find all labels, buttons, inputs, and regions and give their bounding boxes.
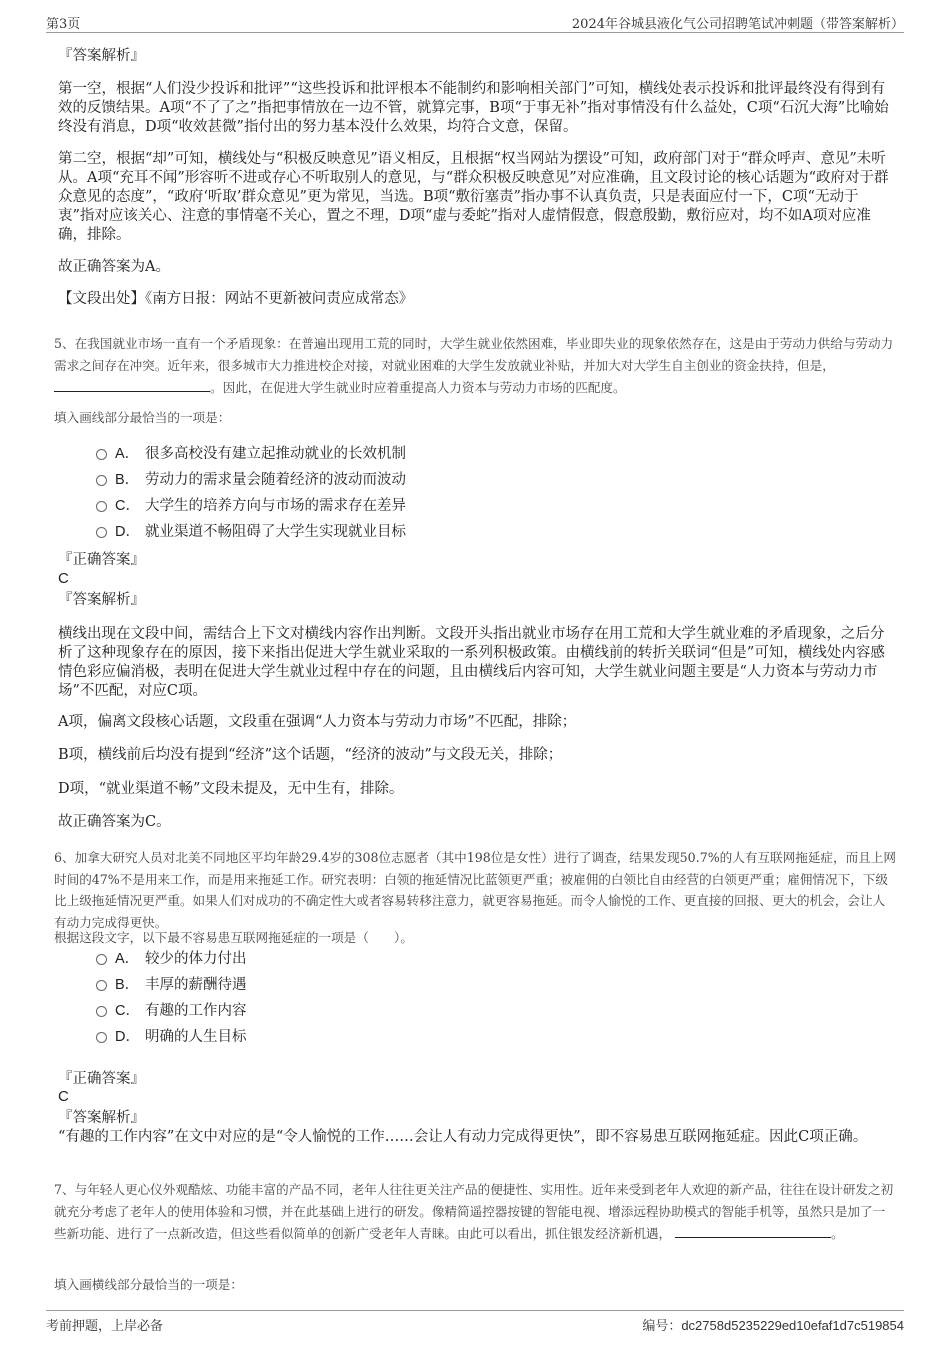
radio-icon[interactable]	[96, 980, 107, 991]
page-header	[46, 10, 904, 33]
q5-analysis-para3: B项，横线前后均没有提到“经济”这个话题，“经济的波动”与文段无关，排除；	[58, 747, 563, 763]
q7-blank	[675, 1224, 831, 1238]
q6-analysis-label: 『答案解析』	[58, 1110, 145, 1126]
q5-answer-label: 『正确答案』	[58, 552, 145, 568]
document-title: 2024年谷城县液化气公司招聘笔试冲刺题（带答案解析）	[571, 17, 904, 32]
q5-option-d[interactable]	[96, 521, 406, 543]
radio-icon[interactable]	[96, 475, 107, 486]
q5-blank	[54, 378, 210, 392]
q5-instruction: 填入画线部分最恰当的一项是：	[54, 410, 231, 425]
q7-stem-text: 7、与年轻人更心仪外观酷炫、功能丰富的产品不同，老年人往往更关注产品的便捷性、实用性。近年来受到老年人欢迎的新产品，往往在设计研发之初就充分考虑了老年人的使用体验和习惯，并在此基础上进行的研发。像精简遥控器按键的智能电视、增添远程协助模式的智能手机等，虽然只是加了一些新功能、进行了一点新改造，但这些看似简单的创新广受老年人青睐。由此可以看出，抓住银发经济新机遇，	[54, 1182, 894, 1241]
q6-stem: 6、加拿大研究人员对北美不同地区平均年龄29.4岁的308位志愿者（其中198位是女性）进行了调查，结果发现50.7%的人有互联网拖延症，而且上网时间的47%不是用来工作，而是用来拖延工作。研究表明：白领的拖延情况比蓝领更严重；被雇佣的白领比自由经营的白领更严重；雇佣情况下，下级比上级拖延情况更严重。如果人们对成功的不确定性大或者容易转移注意力，就更容易拖延。而令人愉悦的工作、更直接的回报、更大的机会，会让人有动力完成得更快。	[54, 850, 896, 931]
option-letter: C．	[115, 1003, 140, 1019]
q6-option-b[interactable]	[96, 974, 247, 996]
code-value: dc2758d5235229ed10efaf1d7c519854	[681, 1318, 904, 1333]
document-code	[642, 1315, 904, 1334]
radio-icon[interactable]	[96, 501, 107, 512]
radio-icon[interactable]	[96, 1006, 107, 1017]
option-text: 较少的体力付出	[145, 951, 247, 967]
q6-answer-label: 『正确答案』	[58, 1071, 145, 1087]
option-letter: D．	[115, 1029, 140, 1045]
option-letter: D．	[115, 524, 140, 540]
q5-option-b[interactable]	[96, 469, 406, 491]
q7-instruction: 填入画横线部分最恰当的一项是：	[54, 1277, 243, 1292]
q5-stem	[54, 333, 896, 399]
option-letter: A．	[115, 951, 140, 967]
q5-option-a[interactable]	[96, 443, 406, 465]
page-number: 第3页	[46, 17, 81, 32]
q5-analysis-para2: A项，偏离文段核心话题，文段重在强调“人力资本与劳动力市场”不匹配，排除；	[58, 714, 577, 730]
q7-stem	[54, 1179, 896, 1245]
q5-stem-part1: 5、在我国就业市场一直有一个矛盾现象：在普遍出现用工荒的同时，大学生就业依然困难，毕业即失业的现象依然存在，这是由于劳动力供给与劳动力需求之间存在冲突。近年来，很多城市大力推进校企对接，对就业困难的大学生发放就业补贴，并加大对大学生自主创业的资金扶持，但是，	[54, 336, 894, 373]
q5-analysis-label: 『答案解析』	[58, 592, 145, 608]
radio-icon[interactable]	[96, 449, 107, 460]
radio-icon[interactable]	[96, 527, 107, 538]
q6-option-a[interactable]	[96, 948, 247, 970]
code-label: 编号：	[642, 1319, 682, 1334]
option-text: 很多高校没有建立起推动就业的长效机制	[145, 446, 406, 462]
q4-conclusion: 故正确答案为A。	[58, 259, 170, 275]
q6-option-d[interactable]	[96, 1026, 247, 1048]
q5-stem-part2: 。因此，在促进大学生就业时应着重提高人力资本与劳动力市场的匹配度。	[210, 380, 626, 395]
option-text: 明确的人生目标	[145, 1029, 247, 1045]
option-letter: A．	[115, 446, 140, 462]
q5-analysis-para4: D项，“就业渠道不畅”文段未提及，无中生有，排除。	[58, 781, 404, 797]
option-text: 丰厚的薪酬待遇	[145, 977, 247, 993]
footer-slogan: 考前押题，上岸必备	[46, 1319, 164, 1334]
q4-source: 【文段出处】《南方日报：网站不更新被问责应成常态》	[58, 291, 414, 307]
q5-answer: C	[58, 570, 69, 587]
option-letter: B．	[115, 472, 140, 488]
option-letter: B．	[115, 977, 140, 993]
option-text: 劳动力的需求量会随着经济的波动而波动	[145, 472, 406, 488]
option-text: 有趣的工作内容	[145, 1003, 247, 1019]
option-text: 就业渠道不畅阻碍了大学生实现就业目标	[145, 524, 406, 540]
radio-icon[interactable]	[96, 954, 107, 965]
q4-analysis-para2: 第二空，根据“却”可知，横线处与“积极反映意见”语义相反，且根据“权当网站为摆设”可知，政府部门对于“群众呼声、意见”未听从。A项“充耳不闻”形容听不进或存心不听取别人的意见，与“群众积极反映意见”对应准确，且文段讨论的核心话题为“政府对于群众意见的态度”，“政府‘听取’群众意见”更为常见，当选。B项“敷衍塞责”指办事不认真负责，只是表面应付一下，C项“无动于衷”指对应该关心、注意的事情毫不关心，置之不理，D项“虚与委蛇”指对人虚情假意，假意殷勤，敷衍应对，均不如A项对应准确，排除。	[58, 151, 889, 243]
option-letter: C．	[115, 498, 140, 514]
q4-analysis-para1: 第一空，根据“人们没少投诉和批评”“这些投诉和批评根本不能制约和影响相关部门”可知，横线处表示投诉和批评最终没有得到有效的反馈结果。A项“不了了之”指把事情放在一边不管，就算完事，B项“于事无补”指对事情没有什么益处，C项“石沉大海”比喻始终没有消息，D项“收效甚微”指付出的努力基本没什么效果，均符合文意，保留。	[58, 81, 889, 135]
q5-conclusion: 故正确答案为C。	[58, 814, 171, 830]
q6-instruction: 根据这段文字，以下最不容易患互联网拖延症的一项是（ ）。	[54, 930, 413, 945]
q6-answer: C	[58, 1088, 69, 1105]
radio-icon[interactable]	[96, 1032, 107, 1043]
q5-option-c[interactable]	[96, 495, 406, 517]
q5-analysis-para1: 横线出现在文段中间，需结合上下文对横线内容作出判断。文段开头指出就业市场存在用工荒和大学生就业难的矛盾现象，之后分析了这种现象存在的原因，接下来指出促进大学生就业采取的一系列积极政策。由横线前的转折关联词“但是”可知，横线处内容感情色彩应偏消极，表明在促进大学生就业过程中存在的问题，且由横线后内容可知，大学生就业问题主要是“人力资本与劳动力市场”不匹配，对应C项。	[58, 626, 885, 699]
q6-analysis: “有趣的工作内容”在文中对应的是“令人愉悦的工作……会让人有动力完成得更快”，即不容易患互联网拖延症。因此C项正确。	[58, 1129, 868, 1145]
q6-option-c[interactable]	[96, 1000, 247, 1022]
option-text: 大学生的培养方向与市场的需求存在差异	[145, 498, 406, 514]
page-footer	[46, 1310, 904, 1333]
q7-stem-end: 。	[831, 1226, 844, 1241]
q4-analysis-label: 『答案解析』	[58, 48, 145, 64]
